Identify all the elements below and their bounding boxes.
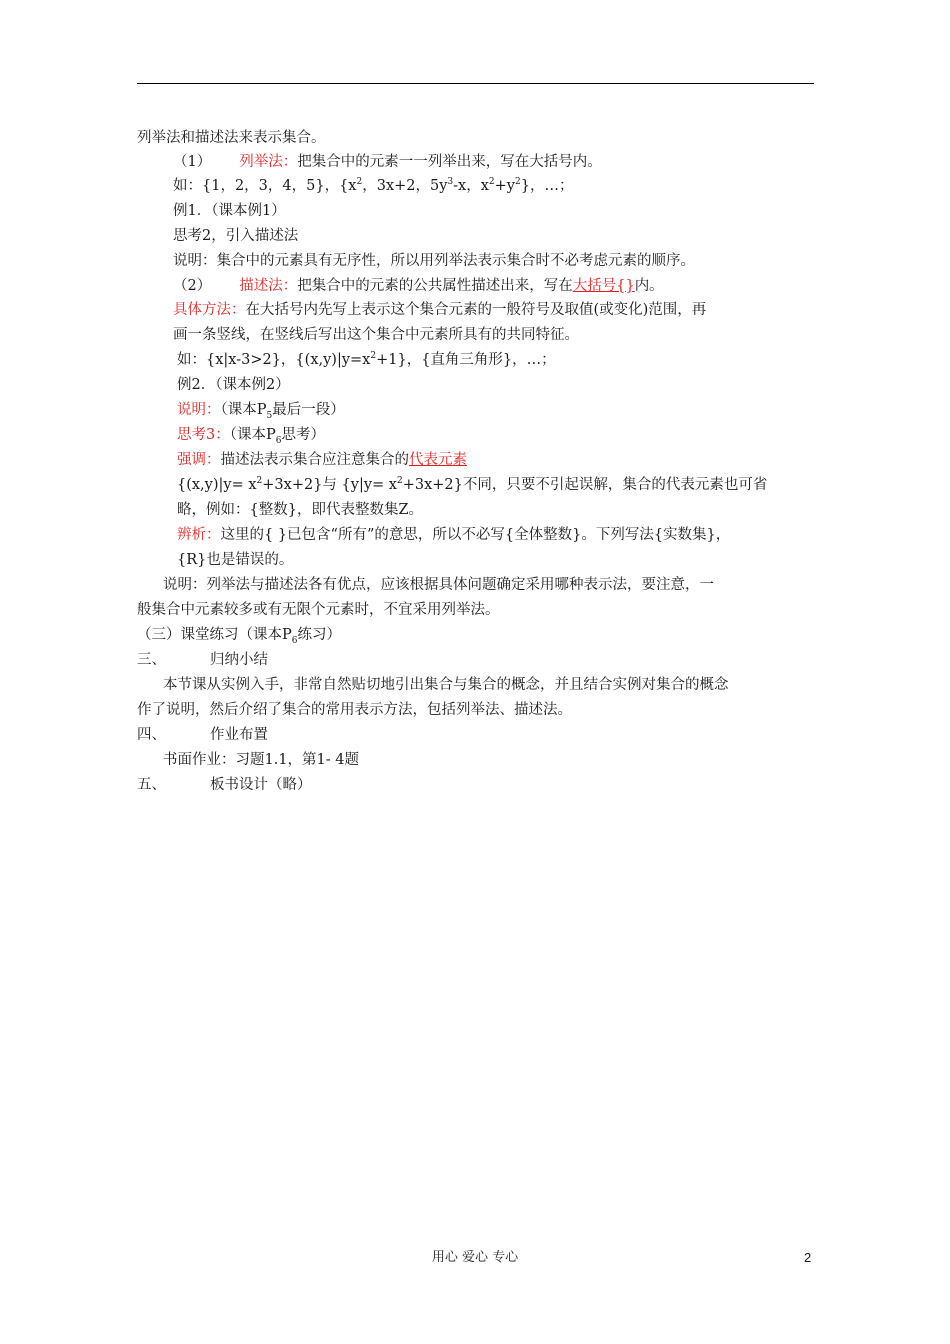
section-number: 四、 (137, 727, 166, 743)
section-number: 五、 (137, 777, 166, 793)
term-analysis: 辨析： (177, 527, 221, 543)
text-run: （课本P (229, 427, 276, 443)
subscript: 6 (291, 636, 298, 646)
text-run: 这里的{ }已包含“所有”的意思，所以不必写{全体整数}。下列写法{实数集}， (220, 527, 731, 543)
text-run: 如：{x|x-3>2}，{(x,y)|y=x (177, 352, 371, 368)
term-enumeration: 列举法： (239, 154, 298, 170)
text-run: {(x,y)|y= x (177, 477, 257, 493)
text-run: }，…； (520, 178, 574, 194)
paragraph-line (177, 525, 730, 545)
text-run: 练习） (297, 627, 341, 643)
paragraph-line: 画一条竖线，在竖线后写出这个集合中元素所具有的共同特征。 (173, 327, 579, 343)
section-heading (137, 650, 268, 670)
superscript: 2 (396, 476, 403, 486)
section-title: 作业布置 (210, 727, 268, 743)
term-note: 说明： (177, 402, 221, 418)
section-heading (137, 625, 341, 645)
underlined-term: 大括号{} (572, 278, 635, 294)
paragraph-line: 例1．（课本例1） (173, 203, 286, 219)
text-run: 描述法表示集合应注意集合的 (220, 452, 409, 468)
paragraph-line: 列举法和描述法来表示集合。 (137, 130, 326, 146)
text-run: （课本P (220, 402, 267, 418)
paragraph-line (177, 475, 767, 495)
superscript: 2 (256, 476, 263, 486)
superscript: 2 (515, 177, 521, 187)
footer-motto: 用心 爱心 专心 (431, 1250, 519, 1265)
text-run: 在大括号内先写上表示这个集合元素的一般符号及取值(或变化)范围，再 (245, 302, 707, 318)
definition-text: 把集合中的元素一一列举出来，写在大括号内。 (297, 154, 602, 170)
paragraph-line: 思考2，引入描述法 (173, 228, 299, 244)
paragraph-line (173, 152, 602, 172)
term-emphasis: 强调： (177, 452, 221, 468)
text-run: （三）课堂练习（课本P (137, 627, 292, 643)
paragraph-line (173, 300, 706, 320)
underlined-term: 代表元素 (409, 452, 467, 468)
section-heading (137, 775, 312, 795)
item-number: （1） (173, 154, 212, 170)
paragraph-line (173, 276, 664, 296)
item-number: （2） (173, 278, 212, 294)
paragraph-line: {R}也是错误的。 (177, 552, 294, 568)
text-run: 思考） (281, 427, 325, 443)
paragraph-line: 般集合中元素较多或有无限个元素时，不宜采用列举法。 (137, 602, 500, 618)
text-run: +1}，{直角三角形}，…； (376, 352, 556, 368)
subscript: 5 (266, 411, 273, 421)
paragraph-line: 本节课从实例入手，非常自然贴切地引出集合与集合的概念，并且结合实例对集合的概念 (163, 677, 729, 693)
example-line (177, 350, 556, 370)
page-number: 2 (804, 1250, 812, 1265)
text-run: +3x+2}不同，只要不引起误解，集合的代表元素也可省 (402, 477, 768, 493)
paragraph-line (177, 425, 325, 445)
term-think: 思考3： (177, 427, 230, 443)
text-run: 最后一段） (272, 402, 345, 418)
paragraph-line: 书面作业：习题1.1，第1- 4题 (163, 752, 360, 768)
section-title: 板书设计（略） (210, 777, 312, 793)
paragraph-line: 例2．（课本例2） (177, 377, 290, 393)
section-title: 归纳小结 (210, 652, 268, 668)
superscript: 2 (488, 177, 495, 187)
superscript: 3 (447, 177, 454, 187)
text-run: -x，x (453, 178, 489, 194)
definition-text: 把集合中的元素的公共属性描述出来，写在 (297, 278, 573, 294)
text-run: ，3x+2，5y (362, 178, 448, 194)
section-number: 三、 (137, 652, 166, 668)
subscript: 6 (275, 436, 282, 446)
text-run: 如：{1，2，3，4，5}，{x (173, 178, 357, 194)
term-method: 具体方法： (173, 302, 246, 318)
paragraph-line (177, 450, 467, 470)
term-description: 描述法： (239, 278, 298, 294)
paragraph-line: 说明：列举法与描述法各有优点，应该根据具体问题确定采用哪种表示法，要注意，一 (163, 577, 714, 593)
text-run: 内。 (634, 278, 664, 294)
paragraph-line: 说明：集合中的元素具有无序性，所以用列举法表示集合时不必考虑元素的顺序。 (173, 253, 695, 269)
header-rule (137, 83, 814, 84)
example-line (173, 176, 573, 196)
text-run: +y (494, 178, 515, 194)
superscript: 2 (356, 177, 363, 187)
text-run: +3x+2}与 {y|y= x (262, 477, 397, 493)
paragraph-line: 作了说明，然后介绍了集合的常用表示方法，包括列举法、描述法。 (137, 702, 572, 718)
paragraph-line (177, 400, 345, 420)
paragraph-line: 略，例如：{整数}，即代表整数集Z。 (177, 502, 424, 518)
superscript: 2 (370, 351, 377, 361)
section-heading (137, 725, 268, 745)
